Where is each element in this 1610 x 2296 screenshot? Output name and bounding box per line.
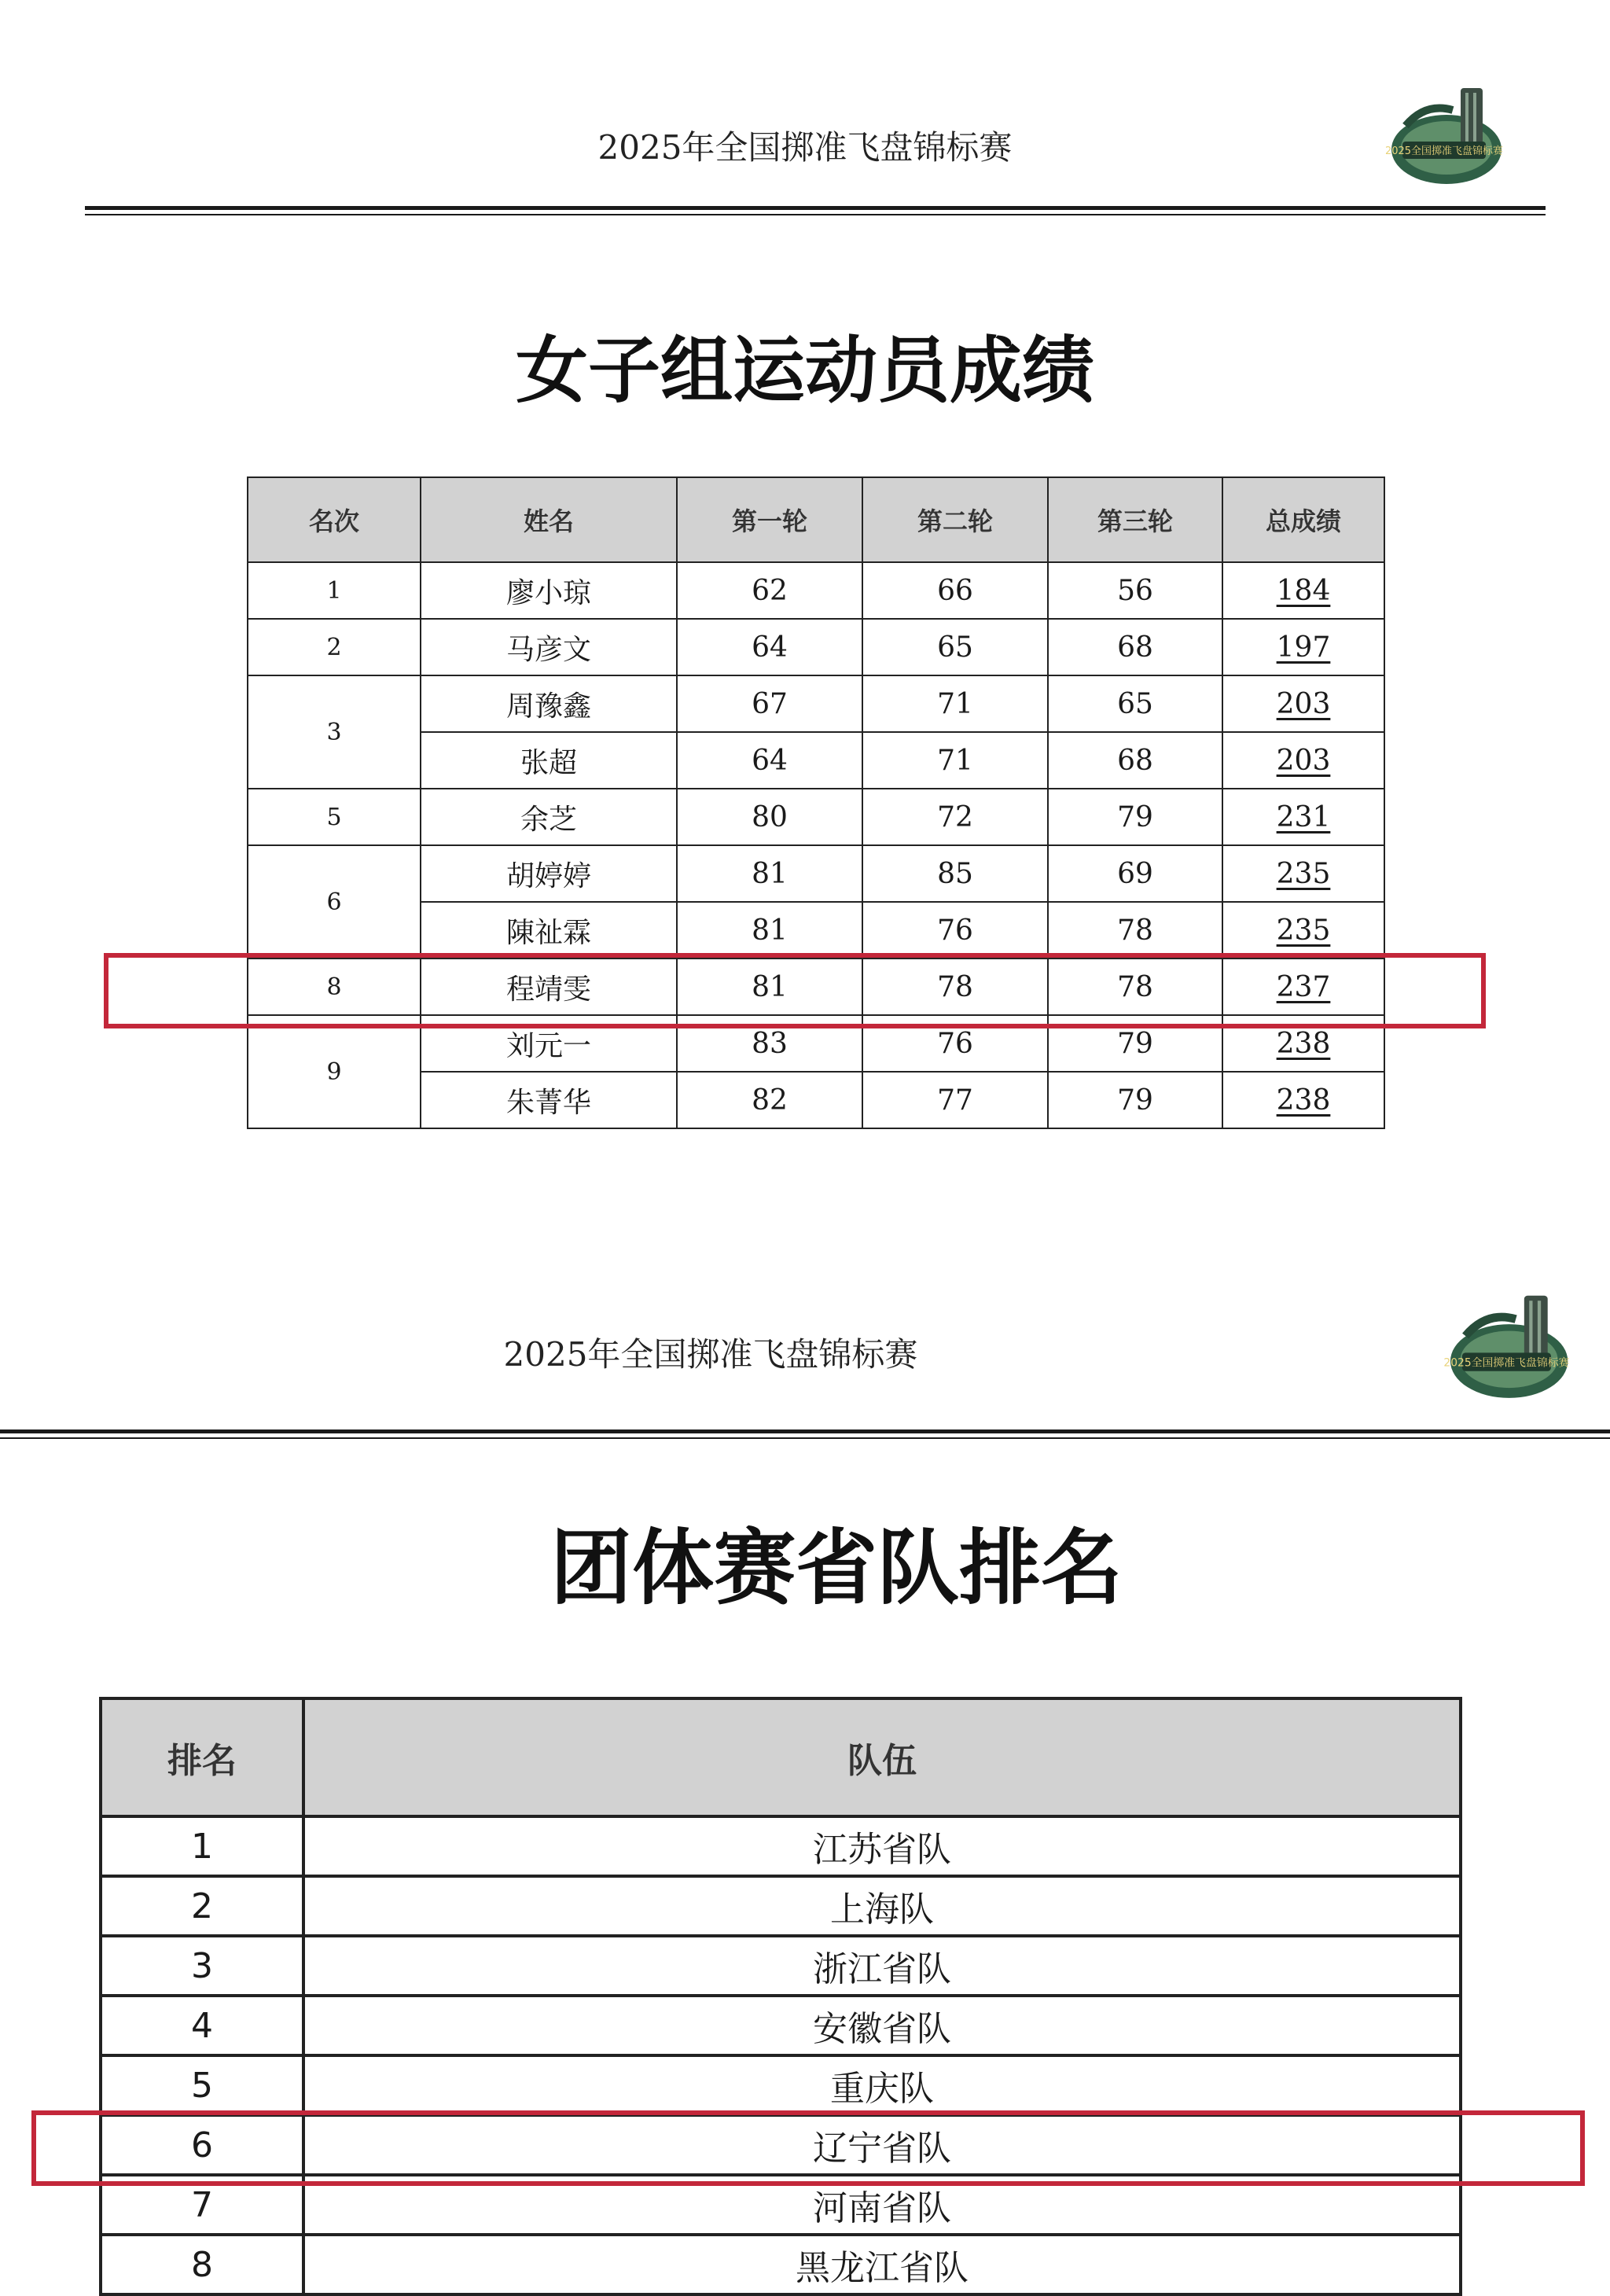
total-cell: 235 [1222,845,1384,902]
name-cell: 胡婷婷 [421,845,677,902]
column-header-name: 姓名 [421,477,677,562]
name-cell: 余芝 [421,789,677,845]
rank-cell: 5 [248,789,421,845]
table-row [248,845,1384,902]
table-row-highlighted [248,959,1384,1015]
rank-cell: 7 [101,2175,303,2235]
round1-cell: 64 [677,732,862,789]
rank-cell: 6 [248,845,421,959]
total-cell: 184 [1222,562,1384,619]
page-title: 女子组运动员成绩 [515,328,1094,413]
total-cell: 203 [1222,675,1384,732]
table-row [248,1015,1384,1072]
column-header-round1: 第一轮 [677,477,862,562]
header-rule-thin [0,1437,1610,1439]
round2-cell: 78 [862,959,1048,1015]
table-header-row [101,1698,1461,1816]
round2-cell: 85 [862,845,1048,902]
column-header-round2: 第二轮 [862,477,1048,562]
round3-cell: 68 [1048,732,1222,789]
table-header-row [248,477,1384,562]
name-cell: 朱菁华 [421,1072,677,1128]
name-cell: 陳祉霖 [421,902,677,959]
round2-cell: 71 [862,675,1048,732]
rank-cell: 2 [101,1876,303,1936]
total-cell: 203 [1222,732,1384,789]
name-cell: 马彦文 [421,619,677,675]
round1-cell: 82 [677,1072,862,1128]
round2-cell: 72 [862,789,1048,845]
page-header-title: 2025年全国掷准飞盘锦标赛 [503,1335,918,1374]
round3-cell: 79 [1048,1072,1222,1128]
team-cell: 黑龙江省队 [303,2235,1461,2294]
championship-logo-icon [1439,1286,1576,1411]
team-ranking-page [0,1227,1610,2292]
women-results-page [0,0,1610,1132]
header-rule-thin [85,214,1546,215]
rank-cell: 4 [101,1996,303,2055]
table-row [248,619,1384,675]
name-cell: 张超 [421,732,677,789]
table-row-highlighted [101,2115,1461,2175]
total-cell: 235 [1222,902,1384,959]
column-header-rank: 排名 [101,1698,303,1816]
team-cell: 安徽省队 [303,1996,1461,2055]
table-row [101,1996,1461,2055]
total-cell: 238 [1222,1015,1384,1072]
round2-cell: 76 [862,1015,1048,1072]
table-row [248,675,1384,732]
rank-cell: 1 [248,562,421,619]
team-cell: 重庆队 [303,2055,1461,2115]
name-cell: 廖小琼 [421,562,677,619]
table-row [101,2055,1461,2115]
header-rule [0,1429,1610,1433]
column-header-round3: 第三轮 [1048,477,1222,562]
women-results-table [247,476,1385,1129]
table-row [101,1816,1461,1876]
round3-cell: 56 [1048,562,1222,619]
team-cell: 河南省队 [303,2175,1461,2235]
team-cell: 辽宁省队 [303,2115,1461,2175]
round1-cell: 81 [677,845,862,902]
table-row [101,2235,1461,2294]
name-cell: 刘元一 [421,1015,677,1072]
name-cell: 程靖雯 [421,959,677,1015]
round1-cell: 64 [677,619,862,675]
logo-text: 2025全国掷准飞盘锦标赛 [1443,1356,1570,1370]
team-cell: 江苏省队 [303,1816,1461,1876]
round3-cell: 69 [1048,845,1222,902]
round1-cell: 83 [677,1015,862,1072]
round3-cell: 68 [1048,619,1222,675]
name-cell: 周豫鑫 [421,675,677,732]
page-header-title: 2025年全国掷准飞盘锦标赛 [597,128,1013,167]
round2-cell: 66 [862,562,1048,619]
round3-cell: 79 [1048,1015,1222,1072]
table-row [101,1936,1461,1996]
logo-text: 2025全国掷准飞盘锦标赛 [1384,145,1504,157]
team-ranking-table [99,1697,1462,2296]
total-cell: 231 [1222,789,1384,845]
total-cell: 197 [1222,619,1384,675]
column-header-team: 队伍 [303,1698,1461,1816]
header-rule [85,206,1546,210]
table-row [248,789,1384,845]
rank-cell: 8 [248,959,421,1015]
table-row [101,1876,1461,1936]
team-cell: 浙江省队 [303,1936,1461,1996]
round2-cell: 76 [862,902,1048,959]
round2-cell: 71 [862,732,1048,789]
championship-logo-icon [1382,79,1508,197]
round3-cell: 78 [1048,902,1222,959]
rank-cell: 3 [101,1936,303,1996]
round1-cell: 62 [677,562,862,619]
column-header-total: 总成绩 [1222,477,1384,562]
round3-cell: 78 [1048,959,1222,1015]
table-row [101,2175,1461,2235]
round1-cell: 81 [677,902,862,959]
rank-cell: 1 [101,1816,303,1876]
table-row [248,562,1384,619]
team-cell: 上海队 [303,1876,1461,1936]
page-title: 团体赛省队排名 [550,1519,1123,1616]
round1-cell: 67 [677,675,862,732]
rank-cell: 2 [248,619,421,675]
round3-cell: 65 [1048,675,1222,732]
rank-cell: 6 [101,2115,303,2175]
round1-cell: 80 [677,789,862,845]
rank-cell: 5 [101,2055,303,2115]
rank-cell: 9 [248,1015,421,1128]
round3-cell: 79 [1048,789,1222,845]
round1-cell: 81 [677,959,862,1015]
total-cell: 237 [1222,959,1384,1015]
rank-cell: 8 [101,2235,303,2294]
column-header-rank: 名次 [248,477,421,562]
round2-cell: 77 [862,1072,1048,1128]
round2-cell: 65 [862,619,1048,675]
total-cell: 238 [1222,1072,1384,1128]
rank-cell: 3 [248,675,421,789]
